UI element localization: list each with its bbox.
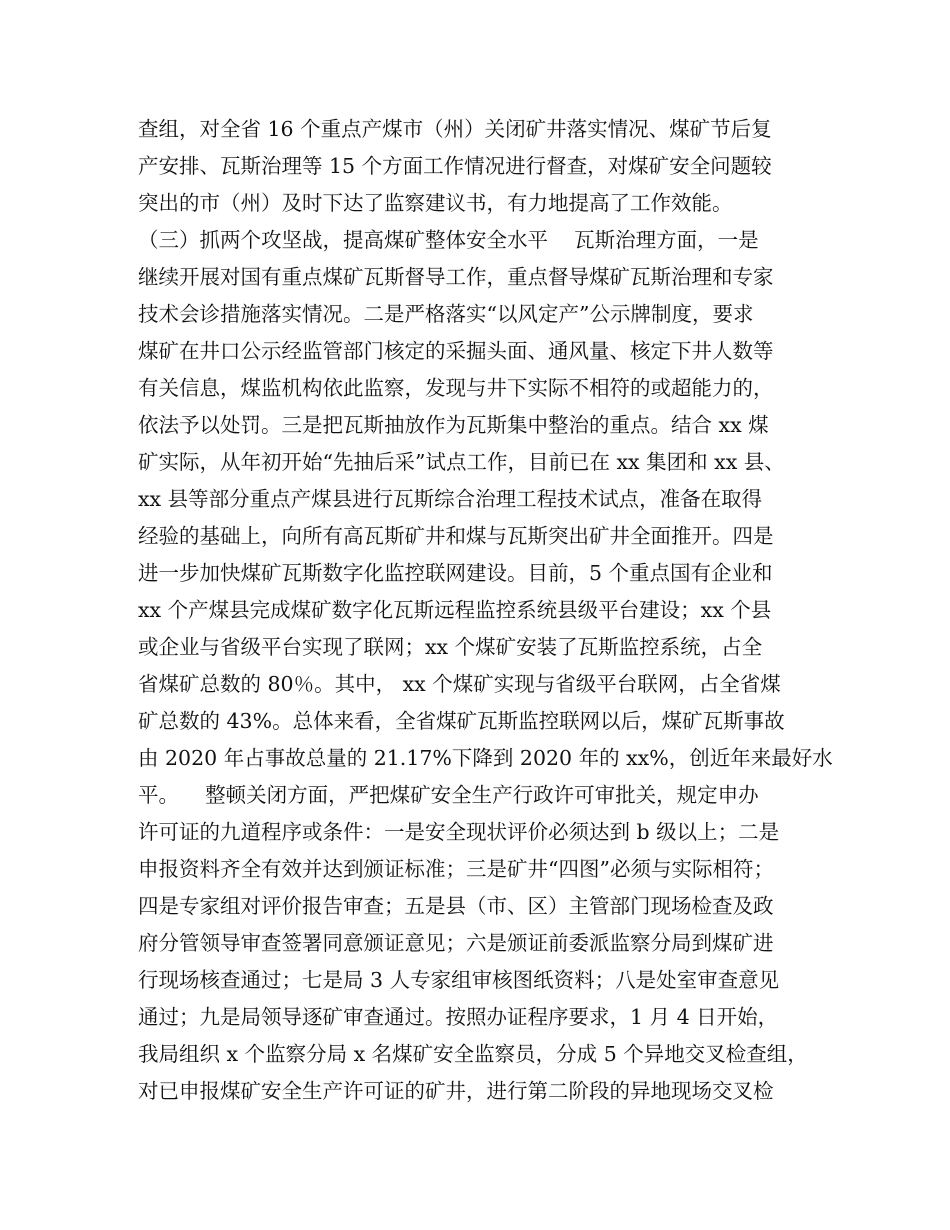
text-line: 继续开展对国有重点煤矿瓦斯督导工作，重点督导煤矿瓦斯治理和专家 [138, 265, 774, 289]
text-line: 技术会诊措施落实情况。二是严格落实“以风定产”公示牌制度，要求 [138, 302, 754, 326]
text-line: 或企业与省级平台实现了联网；xx 个煤矿安装了瓦斯监控系统，占全 [138, 635, 763, 659]
text-line: 矿实际，从年初开始“先抽后采”试点工作，目前已在 xx 集团和 xx 县、 [138, 450, 785, 474]
text-line: 平。 整顿关闭方面，严把煤矿安全生产行政许可审批关，规定申办 [138, 783, 759, 807]
text-line: 突出的市（州）及时下达了监察建议书，有力地提高了工作效能。 [138, 191, 733, 215]
text-line: xx 县等部分重点产煤县进行瓦斯综合治理工程技术试点，准备在取得 [138, 487, 763, 511]
text-line: 对已申报煤矿安全生产许可证的矿井，进行第二阶段的异地现场交叉检 [138, 1079, 774, 1103]
text-line: 申报资料齐全有效并达到颁证标准；三是矿井“四图”必须与实际相符； [138, 857, 774, 881]
text-line: 经验的基础上，向所有高瓦斯矿井和煤与瓦斯突出矿井全面推开。四是 [138, 524, 774, 548]
text-line: （三）抓两个攻坚战，提高煤矿整体安全水平 瓦斯治理方面，一是 [138, 228, 759, 252]
text-line: 通过；九是局领导逐矿审查通过。按照办证程序要求，1 月 4 日开始， [138, 1005, 779, 1029]
text-line: 有关信息，煤监机构依此监察，发现与井下实际不相符的或超能力的， [138, 376, 774, 400]
body-text [138, 111, 833, 1110]
text-line: 省煤矿总数的 80％。其中， xx 个煤矿实现与省级平台联网，占全省煤 [138, 672, 781, 696]
text-line: 府分管领导审查签署同意颁证意见；六是颁证前委派监察分局到煤矿进 [138, 931, 774, 955]
text-line: 产安排、瓦斯治理等 15 个方面工作情况进行督查，对煤矿安全问题较 [138, 154, 772, 178]
text-line: 进一步加快煤矿瓦斯数字化监控联网建设。目前，5 个重点国有企业和 [138, 561, 773, 585]
text-line: xx 个产煤县完成煤矿数字化瓦斯远程监控系统县级平台建设；xx 个县 [138, 598, 772, 622]
text-line: 由 2020 年占事故总量的 21.17%下降到 2020 年的 xx%，创近年来最好水 [138, 746, 833, 770]
text-line: 我局组织 x 个监察分局 x 名煤矿安全监察员，分成 5 个异地交叉检查组， [138, 1042, 808, 1066]
text-line: 煤矿在井口公示经监管部门核定的采掘头面、通风量、核定下井人数等 [138, 339, 774, 363]
text-line: 矿总数的 43%。总体来看，全省煤矿瓦斯监控联网以后，煤矿瓦斯事故 [138, 709, 785, 733]
text-line: 依法予以处罚。三是把瓦斯抽放作为瓦斯集中整治的重点。结合 xx 煤 [138, 413, 769, 437]
text-line: 四是专家组对评价报告审查；五是县（市、区）主管部门现场检查及政 [138, 894, 774, 918]
text-line: 行现场核查通过；七是局 3 人专家组审核图纸资料；八是处室审查意见 [138, 968, 780, 992]
text-line: 查组，对全省 16 个重点产煤市（州）关闭矿井落实情况、煤矿节后复 [138, 117, 772, 141]
text-line: 许可证的九道程序或条件：一是安全现状评价必须达到 b 级以上；二是 [138, 820, 780, 844]
